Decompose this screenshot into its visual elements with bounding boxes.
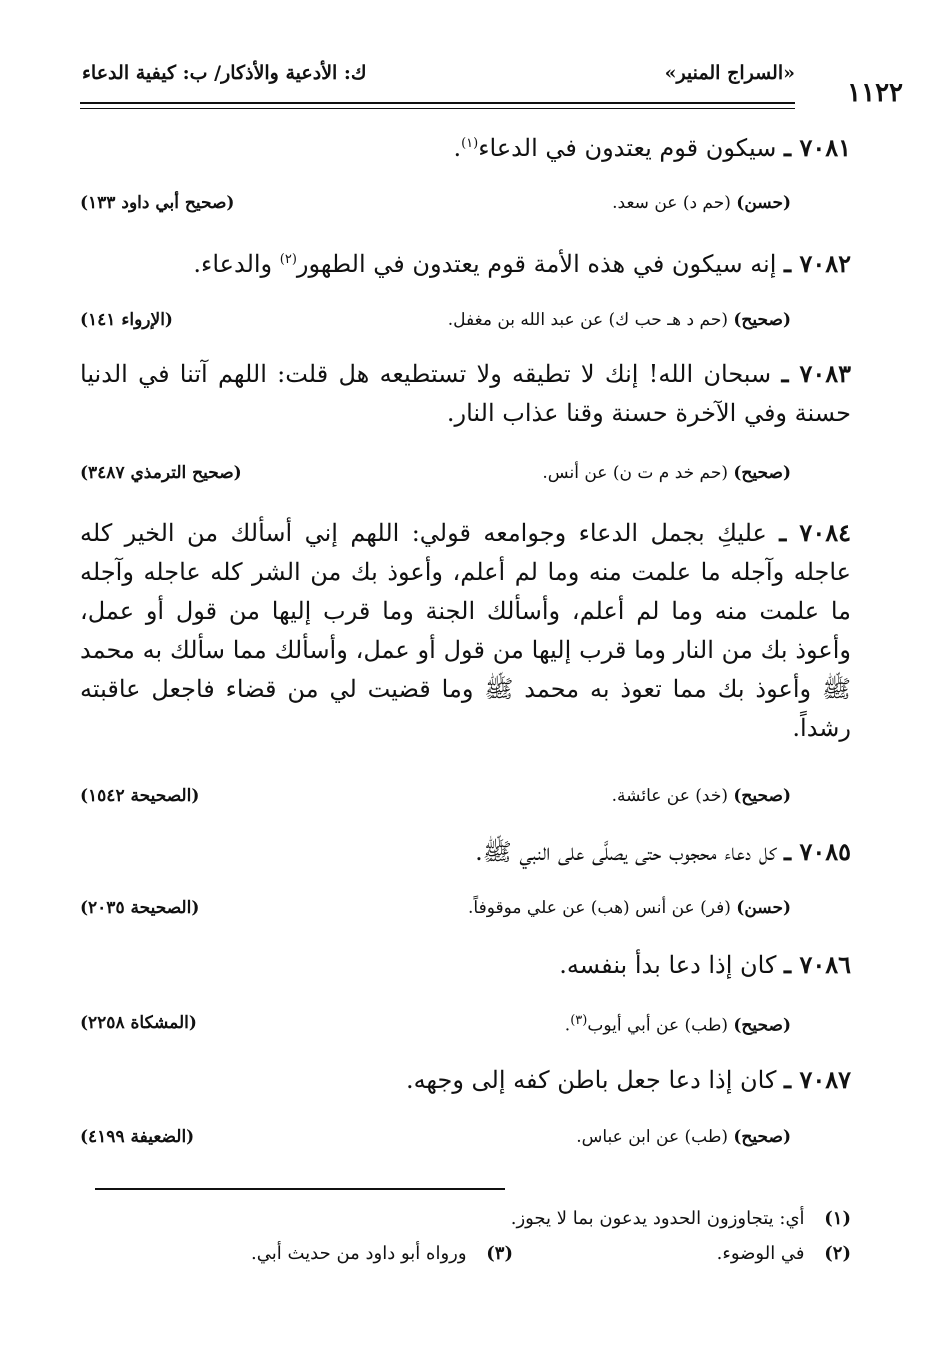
entry-text: كان إذا دعا جعل باطن كفه إلى وجهه. xyxy=(405,1066,777,1094)
reference-7082: (الإرواء ١٤١) xyxy=(80,310,173,330)
entry-text-after: . xyxy=(453,134,462,162)
reference-7086: (المشكاة ٢٢٥٨) xyxy=(80,1013,197,1033)
hadith-entry-7082 xyxy=(160,240,851,284)
footnote-mark: (٣) xyxy=(570,1013,588,1028)
section-title: ك: الأدعية والأذكار/ ب: كيفية الدعاء xyxy=(82,62,367,84)
hadith-source-7083 xyxy=(542,463,791,483)
hadith-source-7084 xyxy=(612,786,791,806)
grade: (صحيح) xyxy=(733,463,791,483)
footnote-text: في الوضوء. xyxy=(716,1243,805,1264)
source-text-after: . xyxy=(564,1015,571,1036)
grade: (صحيح) xyxy=(733,310,791,330)
source-text: (طب) عن ابن عباس. xyxy=(576,1127,728,1147)
source-text: (حم خد م ت ن) عن أنس. xyxy=(542,463,728,483)
reference-7083: (صحيح الترمذي ٣٤٨٧) xyxy=(80,463,242,483)
hadith-entry-7084 xyxy=(80,513,851,748)
footnote-mark: (٣) xyxy=(486,1243,513,1264)
entry-number: ٧٠٨٧ ـ xyxy=(784,1065,851,1094)
entry-text: كل دعاء محجوب حتى يصلَّى على النبي ﷺ. xyxy=(475,838,777,866)
header-rule xyxy=(80,102,795,104)
footnote-text: ورواه أبو داود من حديث أبي. xyxy=(251,1243,467,1264)
reference-7084: (الصحيحة ١٥٤٢) xyxy=(80,786,200,806)
footnote-3 xyxy=(251,1243,513,1264)
entry-number: ٧٠٨٢ ـ xyxy=(784,249,851,278)
grade: (صحيح) xyxy=(733,786,791,806)
hadith-entry-7085 xyxy=(160,832,851,872)
hadith-source-7085 xyxy=(468,898,791,918)
hadith-entry-7081 xyxy=(160,124,851,168)
source-text: (حم د) عن سعد. xyxy=(612,193,731,213)
hadith-entry-7083 xyxy=(80,354,851,433)
footnote-mark: (١) xyxy=(824,1208,851,1229)
hadith-source-7087 xyxy=(576,1127,791,1147)
entry-text: سيكون قوم يعتدون في الدعاء xyxy=(478,134,777,162)
footnote-mark: (٢) xyxy=(824,1243,851,1264)
book-title: «السراج المنير» xyxy=(664,62,795,84)
entry-text: عليكِ بجمل الدعاء وجوامعه قولي: اللهم إني أسألك من الخير كله عاجله وآجله ما علمت منه وما لم أعلم، وأعوذ بك من الشر كله عاجله وآجله ما علمت منه وما لم أعلم، وأسألك الجنة وما قرب إليها من قول أو عمل، وأعوذ بك من النار وما قرب إليها من قول أو عمل، وأسألك مما سألك به محمد ﷺ وأعوذ بك مما تعوذ به محمد ﷺ وما قضيت لي من قضاء فاجعل عاقبته رشداً. xyxy=(80,519,851,742)
footnote-text: أي: يتجاوزون الحدود يدعون بما لا يجوز. xyxy=(510,1208,805,1229)
grade: (صحيح) xyxy=(733,1127,791,1147)
reference-7081: (صحيح أبي داود ١٣٣) xyxy=(80,193,235,213)
hadith-entry-7087 xyxy=(160,1060,851,1100)
grade: (صحيح) xyxy=(733,1015,791,1036)
hadith-entry-7086 xyxy=(160,945,851,985)
source-text: (فر) عن أنس (هب) عن علي موقوفاً. xyxy=(468,898,731,918)
hadith-source-7082 xyxy=(448,310,791,330)
entry-number: ٧٠٨٥ ـ xyxy=(784,837,851,866)
footnote-1 xyxy=(511,1208,851,1229)
footnote-mark: (١) xyxy=(461,136,479,151)
hadith-source-7081 xyxy=(612,193,791,213)
grade: (حسن) xyxy=(736,193,791,213)
entry-text: سبحان الله! إنك لا تطيقه ولا تستطيعه هل قلت: اللهم آتنا في الدنيا حسنة وفي الآخرة حسنة وقنا عذاب النار. xyxy=(80,360,851,427)
grade: (حسن) xyxy=(736,898,791,918)
entry-number: ٧٠٨١ ـ xyxy=(784,133,851,162)
hadith-source-7086 xyxy=(565,1013,791,1036)
entry-number: ٧٠٨٣ ـ xyxy=(781,359,852,388)
page-number: ١١٢٢ xyxy=(847,78,903,108)
entry-text: كان إذا دعا بدأ بنفسه. xyxy=(559,951,777,979)
source-text: (حم د هـ حب ك) عن عبد الله بن مغفل. xyxy=(447,310,728,330)
footnote-rule xyxy=(95,1188,505,1190)
reference-7085: (الصحيحة ٢٠٣٥) xyxy=(80,898,200,918)
header-rule-thin xyxy=(80,108,795,109)
entry-text-after: والدعاء. xyxy=(193,250,280,278)
entry-number: ٧٠٨٤ ـ xyxy=(779,518,851,547)
source-text: (خد) عن عائشة. xyxy=(611,786,728,806)
entry-text: إنه سيكون في هذه الأمة قوم يعتدون في الطهور xyxy=(296,250,777,278)
reference-7087: (الضعيفة ٤١٩٩) xyxy=(80,1127,195,1147)
source-text: (طب) عن أبي أيوب xyxy=(587,1015,728,1036)
footnote-mark: (٢) xyxy=(279,252,297,267)
entry-number: ٧٠٨٦ ـ xyxy=(784,950,851,979)
footnote-2 xyxy=(717,1243,851,1264)
